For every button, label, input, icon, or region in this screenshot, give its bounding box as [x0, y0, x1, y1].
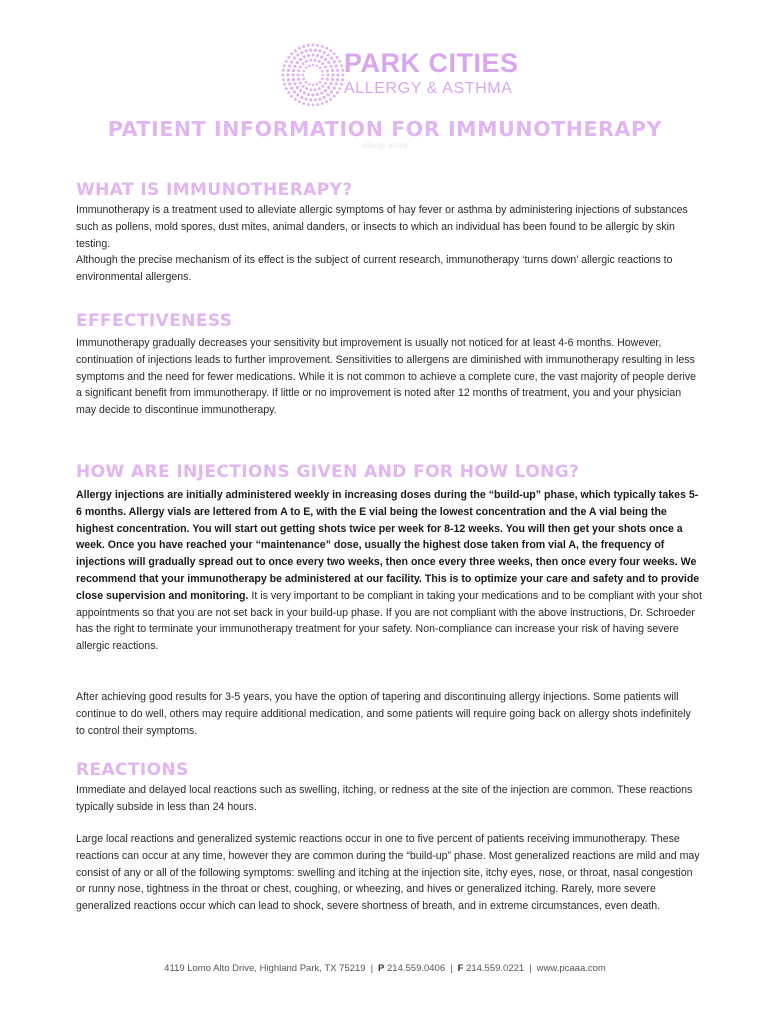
page-subtitle: allergy shots — [362, 141, 408, 150]
footer-separator: | — [529, 963, 532, 974]
section-heading-injections: HOW ARE INJECTIONS GIVEN AND FOR HOW LONG? — [76, 462, 580, 482]
paragraph-injections-1 — [76, 487, 702, 655]
footer-fax: 214.559.0221 — [466, 963, 525, 974]
footer-website[interactable]: www.pcaaa.com — [536, 963, 606, 974]
paragraph-what-2: Although the precise mechanism of its effect is the subject of current research, immunotherapy ‘turns down’ allergic reactions to environmental allergens. — [76, 254, 673, 283]
footer-separator: | — [450, 963, 453, 974]
footer-fax-label: F — [457, 963, 464, 974]
logo — [280, 42, 520, 112]
logo-subtitle: ALLERGY & ASTHMA — [344, 80, 513, 97]
injections-regular-text: It is very important to be compliant in taking your medications and to be compliant with your shot appointments so that you are not set back in your build-up phase. If you are not compliant with the above instructions, Dr. Schroeder has the right to terminate your immunotherapy treatment for your safety. Non-compliance can increase your risk of having severe allergic reactions. — [76, 589, 702, 653]
logo-name: PARK CITIES — [344, 48, 519, 78]
footer-phone: 214.559.0406 — [387, 963, 446, 974]
footer-address: 4119 Lomo Alto Drive, Highland Park, TX 75219 — [164, 963, 366, 974]
paragraph-reactions-1: Immediate and delayed local reactions such as swelling, itching, or redness at the site of the injection are common. These reactions typically subside in less than 24 hours. — [76, 784, 693, 813]
injections-bold-text: Allergy injections are initially administered weekly in increasing doses during the “build-up” phase, which typically takes 5-6 months. Allergy vials are lettered from A to E, with the E vial being the lowest concentration and the A vial being the highest concentration. You will start out getting shots twice per week for 8-12 weeks. You will then get your shots once a week. Once you have reached your “maintenance” dose, usually the highest dose taken from vial A, the frequency of injections will gradually spread out to once every two weeks, then once every three weeks, then once every four weeks. We recommend that your immunotherapy be administered at our facility. This is to optimize your care and safety and to provide close supervision and monitoring. — [76, 489, 700, 602]
section-heading-effectiveness: EFFECTIVENESS — [76, 311, 233, 331]
footer-separator: | — [370, 963, 374, 974]
page-title: PATIENT INFORMATION FOR IMMUNOTHERAPY — [107, 117, 663, 141]
section-heading-reactions: REACTIONS — [76, 760, 189, 780]
section-heading-what: WHAT IS IMMUNOTHERAPY? — [76, 180, 353, 200]
paragraph-effectiveness: Immunotherapy gradually decreases your sensitivity but improvement is usually not noticed for at least 4-6 months. However, continuation of injections leads to further improvement. Sensitivities to allergens are diminished with immunotherapy resulting in less symptoms and the need for fewer medications. While it is not common to achieve a complete cure, the vast majority of people derive a significant benefit from immunotherapy. If little or no improvement is noted after 12 months of treatment, you and your physician may decide to discontinue immunotherapy. — [76, 337, 697, 417]
footer-phone-label: P — [378, 963, 385, 974]
paragraph-what-1: Immunotherapy is a treatment used to alleviate allergic symptoms of hay fever or asthma by administering injections of substances such as pollens, mold spores, dust mites, animal danders, or insects to which an individual has been found to be allergic by skin testing. — [76, 204, 688, 250]
footer-contact — [0, 963, 770, 974]
paragraph-reactions-2: Large local reactions and generalized systemic reactions occur in one to five percent of patients receiving immunotherapy. These reactions can occur at any time, however they are common during the “build-up” phase. Most generalized reactions are mild and may consist of any or all of the following symptoms: swelling and itching at the injection site, itchy eyes, nose, or throat, nasal congestion or runny nose, tightness in the throat or chest, coughing, or wheezing, and hives or generalized itching. Rarely, more severe generalized reactions occur which can lead to shock, severe shortness of breath, and in extreme circumstances, even death. — [76, 833, 700, 913]
logo-dots-icon — [280, 42, 346, 108]
paragraph-injections-2: After achieving good results for 3-5 years, you have the option of tapering and discontinuing allergy injections. Some patients will continue to do well, others may require additional medication, and some patients will require going back on allergy shots indefinitely to control their symptoms. — [76, 691, 691, 737]
